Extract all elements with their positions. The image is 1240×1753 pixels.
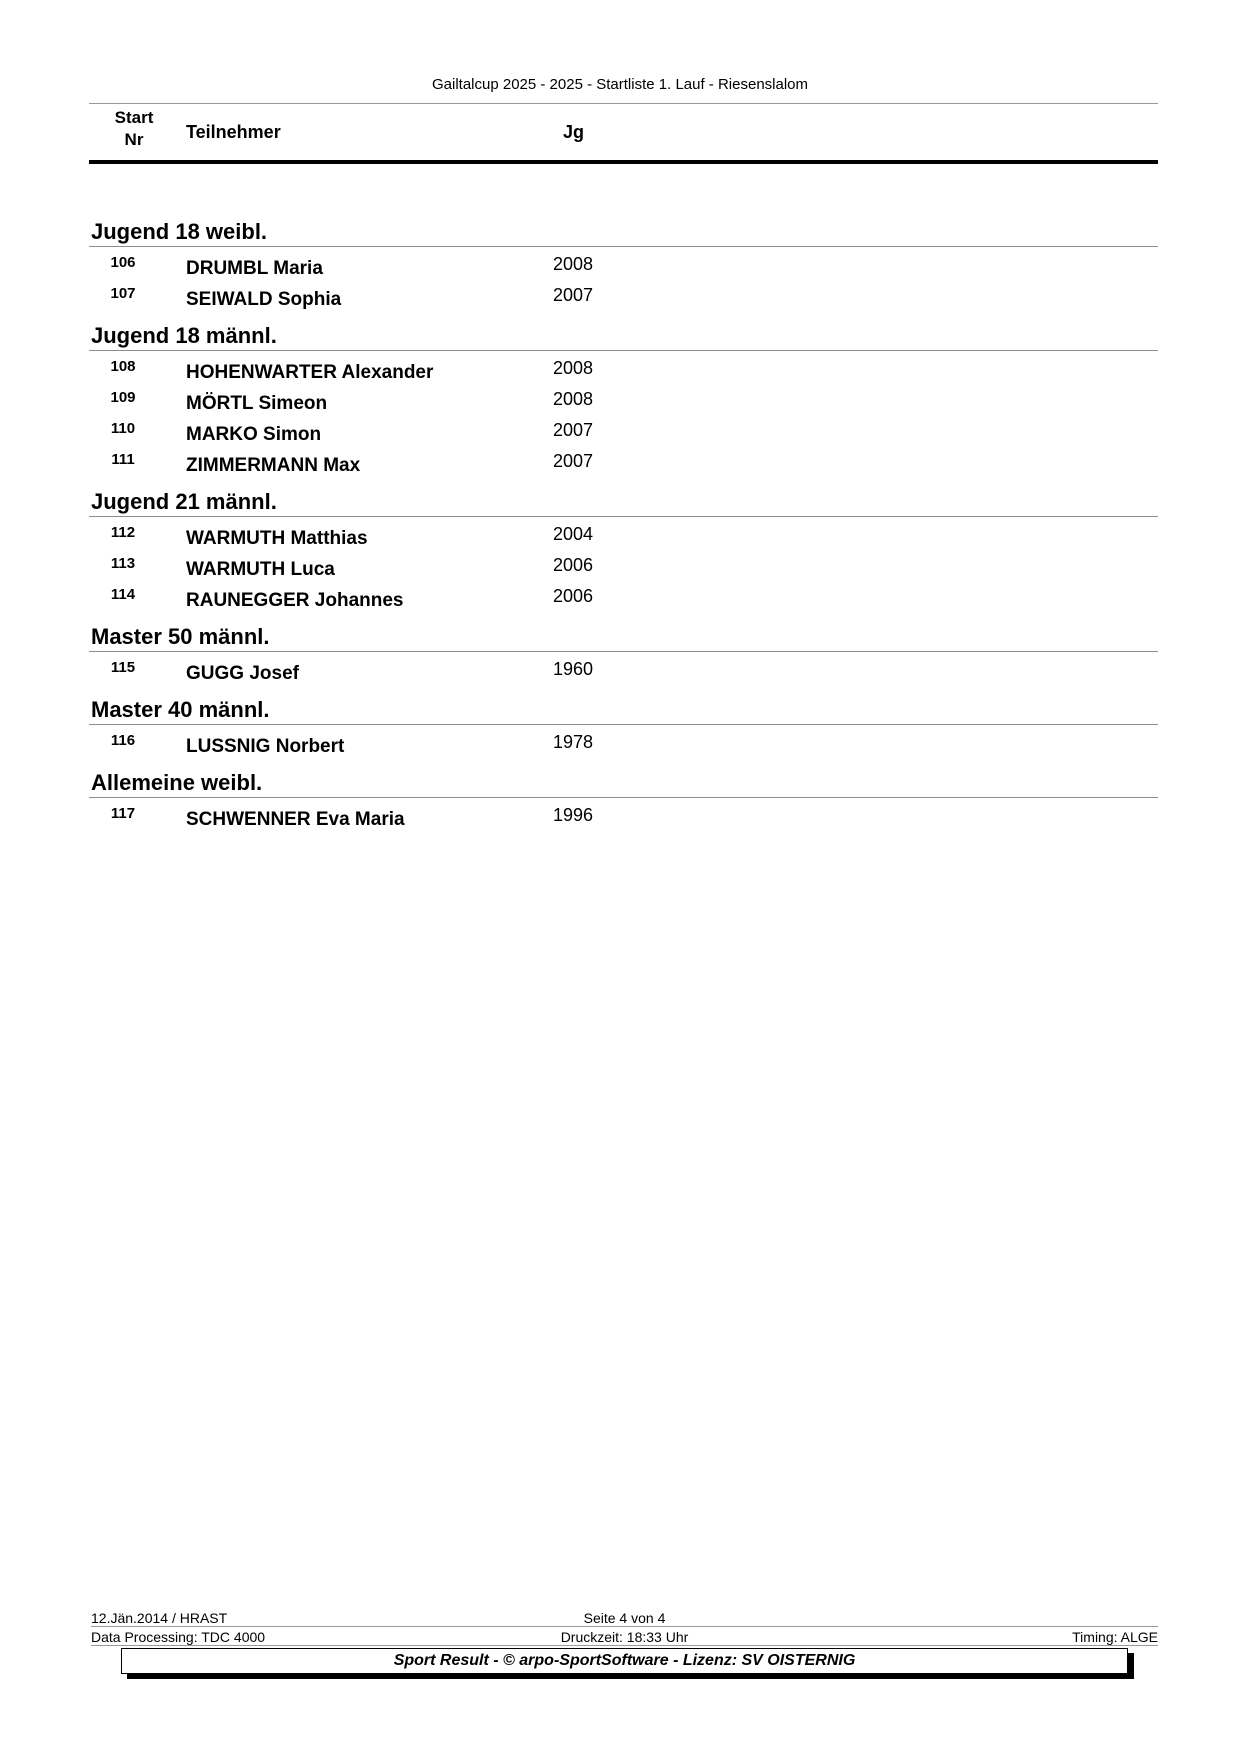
participant-name: WARMUTH Luca [186,559,335,580]
participant-row [89,449,1158,480]
participant-row [89,252,1158,283]
category-heading: Master 50 männl. [89,615,1158,652]
start-number: 114 [110,586,136,603]
participant-name: MÖRTL Simeon [186,393,328,414]
category-heading: Jugend 21 männl. [89,480,1158,517]
participant-row [89,356,1158,387]
participant-name: DRUMBL Maria [186,258,323,279]
column-header-start-nr [104,107,164,151]
start-number: 106 [110,254,136,271]
column-header-year: Jg [563,122,585,142]
footer-date-location: 12.Jän.2014 / HRAST [91,1610,228,1626]
column-header-participant: Teilnehmer [186,122,281,142]
footer-data-processing: Data Processing: TDC 4000 [91,1629,266,1645]
participant-name: HOHENWARTER Alexander [186,362,434,383]
footer-timing: Timing: ALGE [1072,1629,1158,1645]
birth-year: 2006 [553,555,594,575]
column-header-start: Start [114,108,154,127]
start-number: 117 [110,805,136,822]
column-header-nr: Nr [124,130,144,149]
start-list [89,210,1158,834]
footer [91,1608,1158,1646]
header-thick-rule [89,160,1158,164]
footer-page-number: Seite 4 von 4 [583,1610,666,1626]
participant-row [89,730,1158,761]
participant-name: SCHWENNER Eva Maria [186,809,405,830]
start-number: 113 [110,555,136,572]
participant-row [89,803,1158,834]
header-divider [89,103,1158,104]
start-number: 107 [110,285,136,302]
start-number: 111 [111,451,135,468]
birth-year: 2006 [553,586,594,606]
category-heading: Jugend 18 weibl. [89,210,1158,247]
birth-year: 2007 [553,420,594,440]
start-number: 108 [110,358,136,375]
category-heading: Allemeine weibl. [89,761,1158,798]
participant-name: RAUNEGGER Johannes [186,590,404,611]
participant-name: WARMUTH Matthias [186,528,368,549]
category-heading: Jugend 18 männl. [89,314,1158,351]
birth-year: 2008 [553,254,594,274]
software-license-banner: Sport Result - © arpo-SportSoftware - Lizenz: SV OISTERNIG [121,1648,1128,1674]
participant-row [89,657,1158,688]
participant-row [89,387,1158,418]
start-number: 115 [110,659,136,676]
footer-divider-top [91,1626,1158,1627]
participant-row [89,553,1158,584]
participant-row [89,522,1158,553]
birth-year: 2007 [553,285,594,305]
participant-name: MARKO Simon [186,424,322,445]
category-heading: Master 40 männl. [89,688,1158,725]
participant-row [89,584,1158,615]
participant-name: GUGG Josef [186,663,299,684]
footer-divider-bottom [91,1645,1158,1646]
start-number: 109 [110,389,136,406]
start-number: 110 [110,420,136,437]
birth-year: 2008 [553,389,594,409]
birth-year: 1996 [553,805,594,825]
birth-year: 2004 [553,524,594,544]
start-number: 112 [110,524,136,541]
participant-row [89,418,1158,449]
participant-name: ZIMMERMANN Max [186,455,361,476]
birth-year: 2007 [553,451,594,471]
participant-name: SEIWALD Sophia [186,289,342,310]
footer-print-time: Druckzeit: 18:33 Uhr [560,1629,689,1645]
participant-name: LUSSNIG Norbert [186,736,345,757]
birth-year: 1960 [553,659,594,679]
document-title: Gailtalcup 2025 - 2025 - Startliste 1. Lauf - Riesenslalom [431,76,809,93]
participant-row [89,283,1158,314]
start-number: 116 [110,732,136,749]
birth-year: 2008 [553,358,594,378]
birth-year: 1978 [553,732,594,752]
